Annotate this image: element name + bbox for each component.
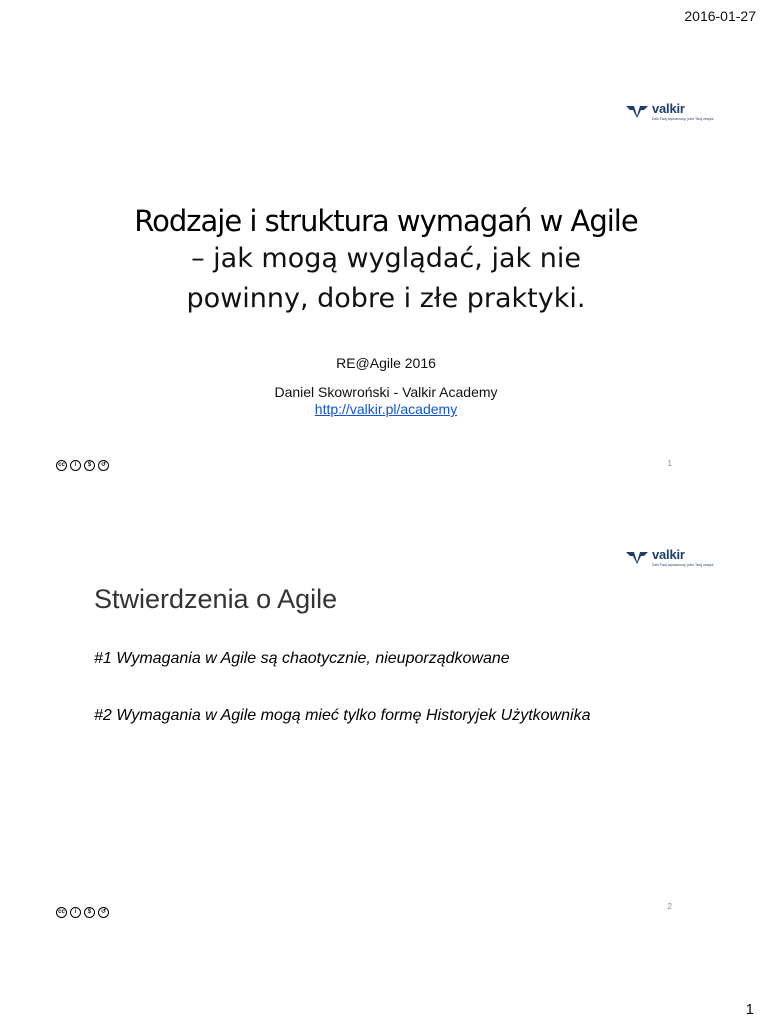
slide-subtitle-line-1: – jak mogą wyglądać, jak nie — [191, 243, 581, 274]
academy-link[interactable]: http://valkir.pl/academy — [314, 401, 458, 417]
attribution-icon: i — [70, 460, 81, 471]
logo-text: valkir — [652, 101, 685, 116]
cc-icon: cc — [56, 907, 67, 918]
valkir-logo — [626, 100, 716, 126]
slide-number: 2 — [667, 902, 672, 911]
logo-text: valkir — [652, 547, 685, 562]
noncommercial-icon: $ — [84, 907, 95, 918]
sharealike-icon: ↺ — [98, 460, 109, 471]
cc-icon: cc — [56, 460, 67, 471]
noncommercial-icon: $ — [84, 460, 95, 471]
creative-commons-icons — [56, 907, 109, 918]
page-number: 1 — [745, 1001, 754, 1018]
sharealike-icon: ↺ — [98, 907, 109, 918]
author-name: Daniel Skowroński - Valkir Academy — [274, 384, 498, 400]
document-date: 2016-01-27 — [684, 8, 756, 24]
valkir-wings-icon — [626, 550, 648, 564]
slide-2 — [44, 510, 728, 940]
conference-name: RE@Agile 2016 — [336, 355, 436, 371]
valkir-wings-icon — [626, 104, 648, 118]
valkir-logo — [626, 546, 716, 572]
slide-number: 1 — [667, 459, 672, 468]
statement-1: #1 Wymagania w Agile są chaotycznie, nieuporządkowane — [94, 650, 510, 667]
slide-subtitle-line-2: powinny, dobre i złe praktyki. — [186, 283, 586, 314]
slide-title: Rodzaje i struktura wymagań w Agile — [134, 204, 638, 238]
statement-2: #2 Wymagania w Agile mogą mieć tylko formę Historyjek Użytkownika — [94, 707, 591, 724]
logo-tagline: Dziś Twój wymarzony, jutro Twój zespół — [652, 563, 714, 567]
creative-commons-icons — [56, 460, 109, 471]
slide-title: Stwierdzenia o Agile — [94, 584, 338, 614]
slide-1 — [44, 60, 728, 490]
logo-tagline: Dziś Twój wymarzony, jutro Twój zespół — [652, 117, 714, 121]
attribution-icon: i — [70, 907, 81, 918]
